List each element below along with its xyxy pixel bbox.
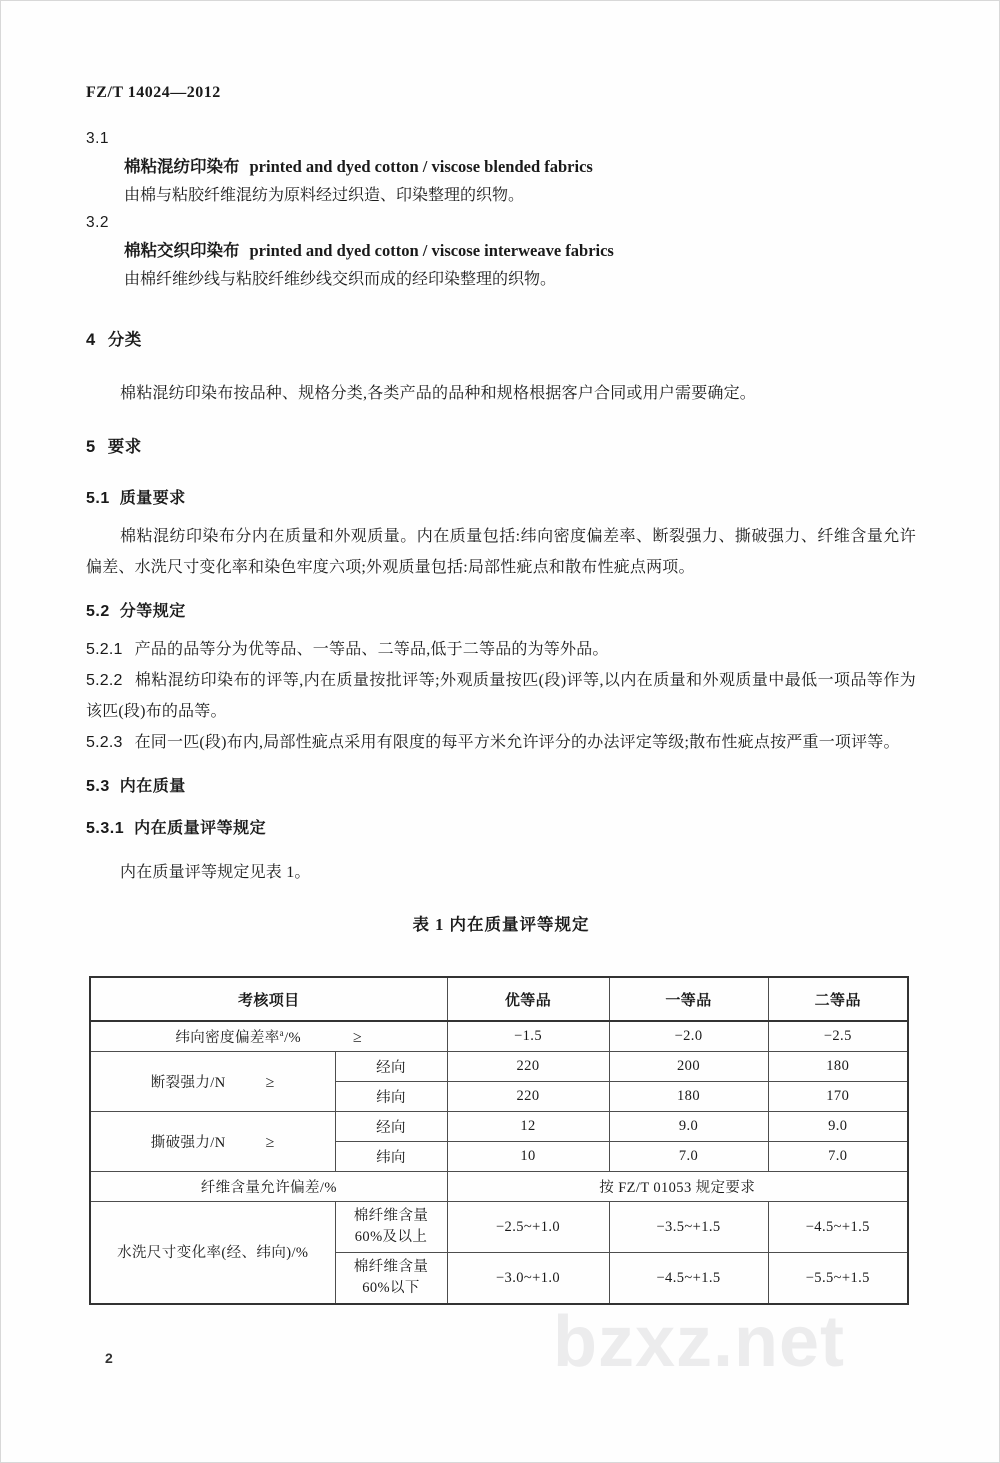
section-number-5-2: 5.2 (86, 603, 110, 620)
cell-premium: −1.5 (447, 1021, 609, 1052)
operator-ge: ≥ (265, 1074, 275, 1091)
table-row (90, 1172, 908, 1202)
subrow-direction: 纬向 (335, 1142, 447, 1172)
header-grade-first: 一等品 (609, 977, 768, 1021)
cell-premium: −2.5~+1.0 (447, 1202, 609, 1253)
section-number-4: 4 (86, 331, 96, 349)
subrow-condition (335, 1253, 447, 1305)
section-title-5: 要求 (107, 438, 142, 456)
term-number-3-2: 3.2 (86, 214, 110, 231)
clause-5-2-1 (86, 634, 916, 665)
clause-number-5-2-3: 5.2.3 (86, 734, 123, 751)
operator-ge: ≥ (265, 1134, 275, 1151)
condition-line-1: 棉纤维含量 (353, 1208, 429, 1224)
section-5-3-1-body: 内在质量评等规定见表 1。 (120, 864, 311, 881)
cell-first: 200 (609, 1052, 768, 1082)
row-label-text: 断裂强力/N (150, 1075, 226, 1091)
operator-ge: ≥ (352, 1029, 363, 1046)
cell-second: 170 (768, 1082, 908, 1112)
section-title-5-3-1: 内在质量评等规定 (134, 820, 267, 837)
watermark: bzxz.net (553, 1302, 846, 1382)
section-heading-5-2 (86, 598, 916, 625)
section-title-5-2: 分等规定 (119, 603, 186, 620)
row-label-breaking-strength (90, 1052, 335, 1112)
cell-second: 9.0 (768, 1112, 908, 1142)
section-4-body: 棉粘混纺印染布按品种、规格分类,各类产品的品种和规格根据客户合同或用户需要确定。 (120, 385, 757, 402)
section-heading-4 (86, 326, 916, 354)
table-row (90, 1052, 908, 1082)
term-definition-3-1: 由棉与粘胶纤维混纺为原料经过织造、印染整理的织物。 (124, 187, 525, 204)
term-cn-3-2: 棉粘交织印染布 (124, 241, 240, 260)
section-number-5-3: 5.3 (86, 778, 110, 795)
table-row (90, 1021, 908, 1052)
cell-first: 180 (609, 1082, 768, 1112)
clause-number-5-2-1: 5.2.1 (86, 641, 123, 658)
section-number-5-3-1: 5.3.1 (86, 820, 125, 837)
table-row (90, 1202, 908, 1253)
section-heading-5 (86, 433, 916, 461)
clause-text-5-2-1: 产品的品等分为优等品、一等品、二等品,低于二等品的为等外品。 (134, 641, 609, 658)
header-grade-premium: 优等品 (447, 977, 609, 1021)
term-entry-3-2 (86, 236, 916, 265)
cell-premium: 10 (447, 1142, 609, 1172)
cell-premium: 220 (447, 1082, 609, 1112)
clause-text-5-2-2: 棉粘混纺印染布的评等,内在质量按批评等;外观质量按匹(段)评等,以内在质量和外观质量中最低一项品等作为该匹(段)布的品等。 (86, 672, 916, 720)
footnote-marker: a (279, 1028, 285, 1039)
internal-quality-table (89, 976, 909, 1305)
row-label-weft-density (90, 1021, 447, 1052)
clause-number-5-2-2: 5.2.2 (86, 672, 123, 689)
clause-text-5-2-3: 在同一匹(段)布内,局部性疵点采用有限度的每平方米允许评分的办法评定等级;散布性疵点按严重一项评等。 (134, 734, 900, 751)
header-item: 考核项目 (90, 977, 447, 1021)
condition-line-1: 棉纤维含量 (353, 1259, 429, 1275)
cell-first: 9.0 (609, 1112, 768, 1142)
cell-first: 7.0 (609, 1142, 768, 1172)
subrow-direction: 经向 (335, 1052, 447, 1082)
section-heading-5-1 (86, 485, 916, 512)
section-title-5-3: 内在质量 (119, 778, 186, 795)
cell-premium: −3.0~+1.0 (447, 1253, 609, 1305)
cell-first: −3.5~+1.5 (609, 1202, 768, 1253)
clause-5-2-2 (86, 665, 916, 727)
term-number-3-1: 3.1 (86, 130, 110, 147)
row-label-fiber-content: 纤维含量允许偏差/% (90, 1172, 447, 1202)
section-5-1-body: 棉粘混纺印染布分内在质量和外观质量。内在质量包括:纬向密度偏差率、断裂强力、撕破强力、纤维含量允许偏差、水洗尺寸变化率和染色牢度六项;外观质量包括:局部性疵点和散布性疵点两项。 (86, 528, 916, 576)
cell-premium: 220 (447, 1052, 609, 1082)
subrow-direction: 经向 (335, 1112, 447, 1142)
section-title-5-1: 质量要求 (119, 490, 186, 507)
row-label-wash-shrinkage: 水洗尺寸变化率(经、纬向)/% (90, 1202, 335, 1305)
table-caption: 表 1 内在质量评等规定 (412, 915, 590, 934)
term-en-3-2: printed and dyed cotton / viscose interweave fabrics (249, 241, 614, 260)
section-heading-5-3-1 (86, 815, 916, 842)
section-number-5-1: 5.1 (86, 490, 110, 507)
term-cn-3-1: 棉粘混纺印染布 (124, 157, 240, 176)
row-label-text: 撕破强力/N (150, 1135, 226, 1151)
row-label-unit: /% (284, 1030, 301, 1046)
cell-second: 7.0 (768, 1142, 908, 1172)
term-entry-3-1 (86, 152, 916, 181)
term-definition-3-2: 由棉纤维纱线与粘胶纤维纱线交织而成的经印染整理的织物。 (124, 271, 557, 288)
subrow-direction: 纬向 (335, 1082, 447, 1112)
condition-line-2: 60%及以上 (354, 1229, 428, 1245)
document-body (86, 126, 916, 938)
page-number: 2 (105, 1350, 113, 1366)
table-header-row (90, 977, 908, 1021)
cell-first: −4.5~+1.5 (609, 1253, 768, 1305)
clause-5-2-3 (86, 727, 916, 758)
table-row (90, 1112, 908, 1142)
condition-line-2: 60%以下 (362, 1280, 420, 1296)
section-title-4: 分类 (107, 331, 142, 349)
cell-fiber-content-value: 按 FZ/T 01053 规定要求 (447, 1172, 908, 1202)
running-head: FZ/T 14024—2012 (86, 84, 221, 101)
term-en-3-1: printed and dyed cotton / viscose blended fabrics (249, 157, 593, 176)
row-label-tearing-strength (90, 1112, 335, 1172)
table-1-wrapper (89, 976, 907, 1305)
section-heading-5-3 (86, 773, 916, 800)
row-label-text: 纬向密度偏差率 (175, 1030, 280, 1046)
cell-second: −5.5~+1.5 (768, 1253, 908, 1305)
cell-first: −2.0 (609, 1021, 768, 1052)
cell-premium: 12 (447, 1112, 609, 1142)
header-grade-second: 二等品 (768, 977, 908, 1021)
cell-second: 180 (768, 1052, 908, 1082)
section-number-5: 5 (86, 438, 96, 456)
subrow-condition (335, 1202, 447, 1253)
cell-second: −2.5 (768, 1021, 908, 1052)
cell-second: −4.5~+1.5 (768, 1202, 908, 1253)
